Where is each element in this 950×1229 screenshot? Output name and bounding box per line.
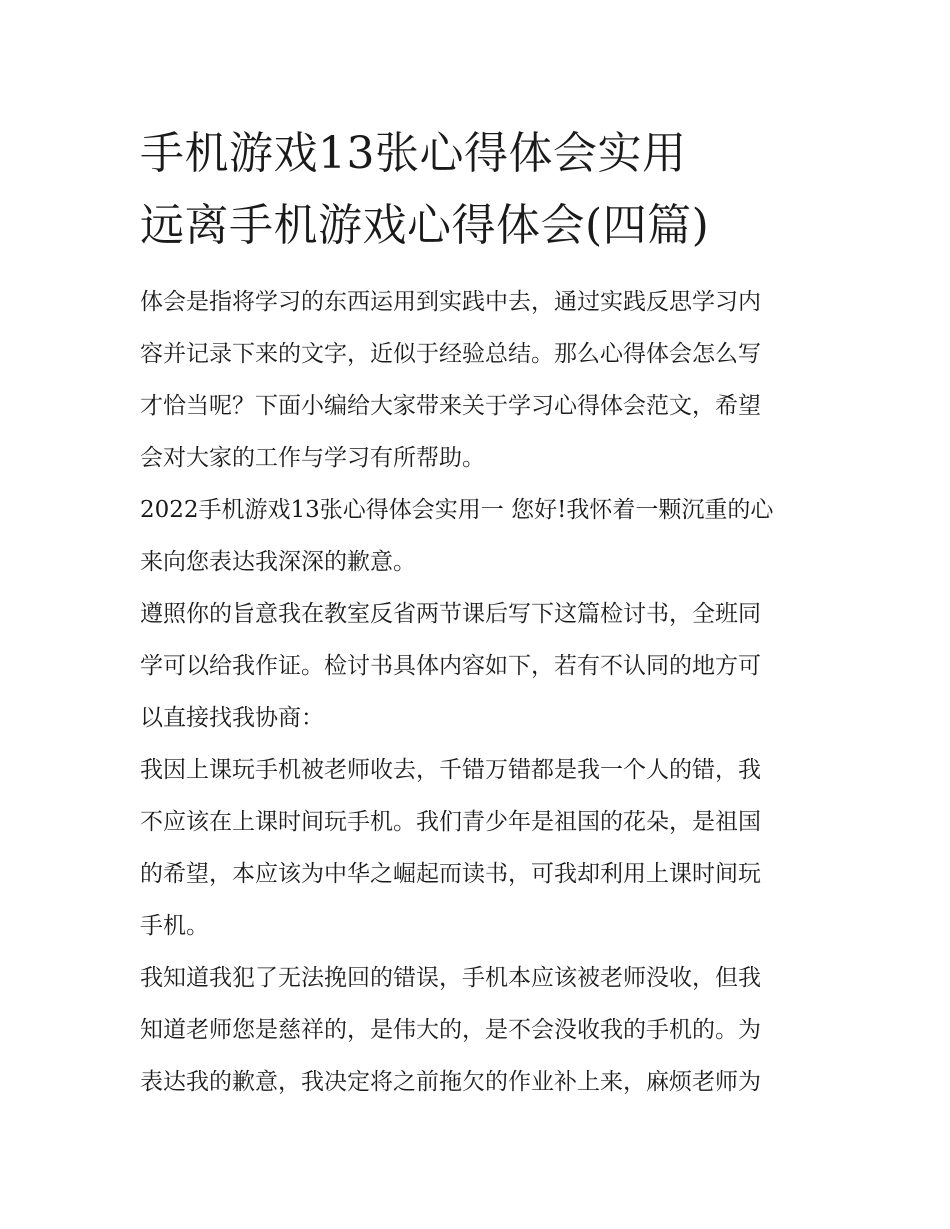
title-line: 远离手机游戏心得体会(四篇) [140,200,710,251]
text-line: 容并记录下来的文字，近似于经验总结。那么心得体会怎么写 [140,341,761,367]
text-line: 不应该在上课时间玩手机。我们青少年是祖国的花朵，是祖国 [140,809,761,835]
paragraph-intro [140,276,812,484]
paragraph-confession [140,744,812,952]
text-line: 才恰当呢？下面小编给大家带来关于学习心得体会范文，希望 [140,393,761,419]
document-page [140,118,812,1108]
paragraph-apology [140,952,812,1108]
text-line: 知道老师您是慈祥的，是伟大的，是不会没收我的手机的。为 [140,1017,761,1043]
text-line: 我因上课玩手机被老师收去，千错万错都是我一个人的错，我 [140,757,761,783]
paragraph-reflection [140,588,812,744]
text-line: 遵照你的旨意我在教室反省两节课后写下这篇检讨书，全班同 [140,601,761,627]
title-line: 手机游戏13张心得体会实用 [140,128,687,179]
text-line: 表达我的歉意，我决定将之前拖欠的作业补上来，麻烦老师为 [140,1069,761,1095]
text-line: 手机。 [140,913,209,939]
text-line: 学可以给我作证。检讨书具体内容如下，若有不认同的地方可 [140,653,761,679]
text-line: 2022手机游戏13张心得体会实用一 您好!我怀着一颗沉重的心 [140,497,774,523]
paragraph-greeting [140,484,812,588]
text-line: 会对大家的工作与学习有所帮助。 [140,445,485,471]
text-line: 体会是指将学习的东西运用到实践中去，通过实践反思学习内 [140,289,761,315]
text-line: 来向您表达我深深的歉意。 [140,549,416,575]
text-line: 以直接找我协商： [140,705,324,731]
document-title [140,118,812,262]
text-line: 的希望，本应该为中华之崛起而读书，可我却利用上课时间玩 [140,861,761,887]
text-line: 我知道我犯了无法挽回的错误，手机本应该被老师没收，但我 [140,965,761,991]
